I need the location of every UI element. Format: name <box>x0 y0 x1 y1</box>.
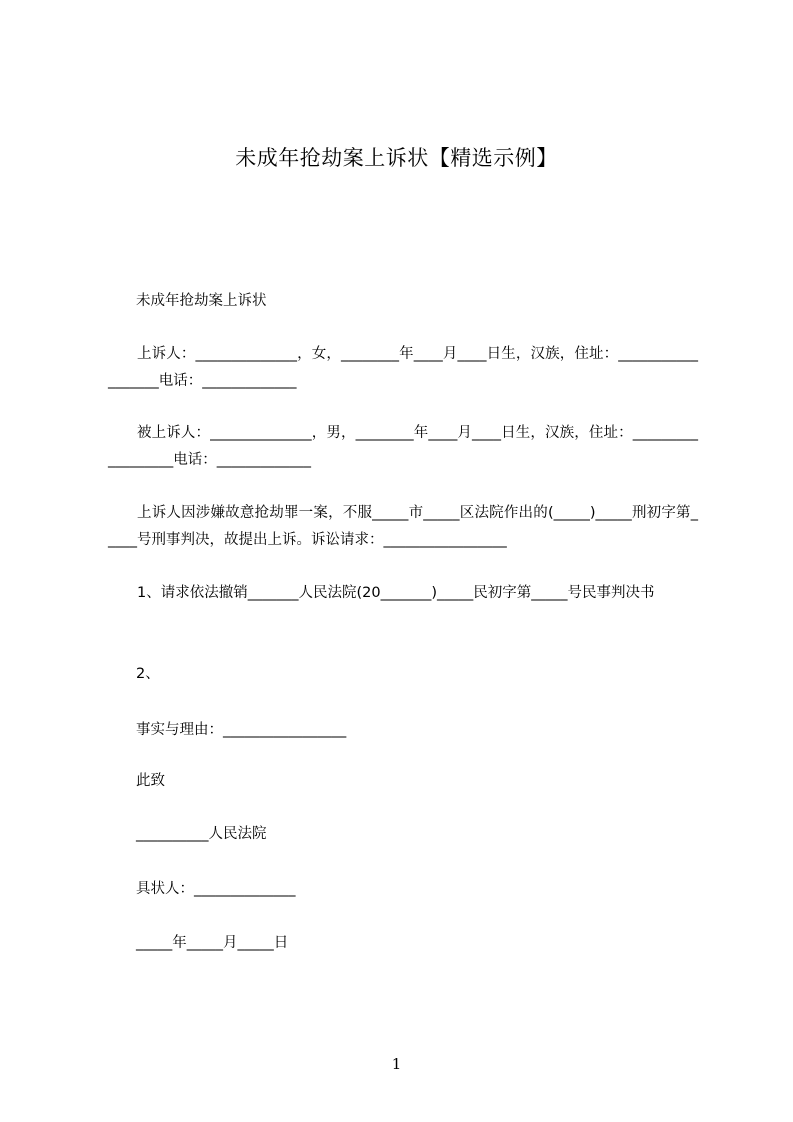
court-name: __________人民法院 <box>136 826 267 842</box>
appeal-request-2: 2、 <box>136 666 160 682</box>
signer: 具状人：______________ <box>136 881 296 897</box>
salutation: 此致 <box>136 773 165 789</box>
appellant-info: 上诉人：______________，女，________年____月____日生，汉族，住址：__________________电话：_____________ <box>108 346 698 389</box>
appeal-statement: 上诉人因涉嫌故意抢劫罪一案，不服_____市_____区法院作出的(_____)_____刑初字第_____号刑事判决，故提出上诉。诉讼请求：_________________ <box>108 505 698 548</box>
facts-and-reasons: 事实与理由：_________________ <box>136 722 347 738</box>
page-number: 1 <box>391 1055 402 1073</box>
signature-date: _____年_____月_____日 <box>136 935 289 951</box>
document-title: 未成年抢劫案上诉状【精选示例】 <box>235 146 558 170</box>
appellee-info: 被上诉人：______________，男，________年____月____日生，汉族，住址：__________________电话：_____________ <box>108 425 698 468</box>
appeal-request-1: 1、请求依法撤销_______人民法院(20_______)_____民初字第_____号民事判决书 <box>137 585 655 601</box>
document-heading: 未成年抢劫案上诉状 <box>136 293 267 309</box>
